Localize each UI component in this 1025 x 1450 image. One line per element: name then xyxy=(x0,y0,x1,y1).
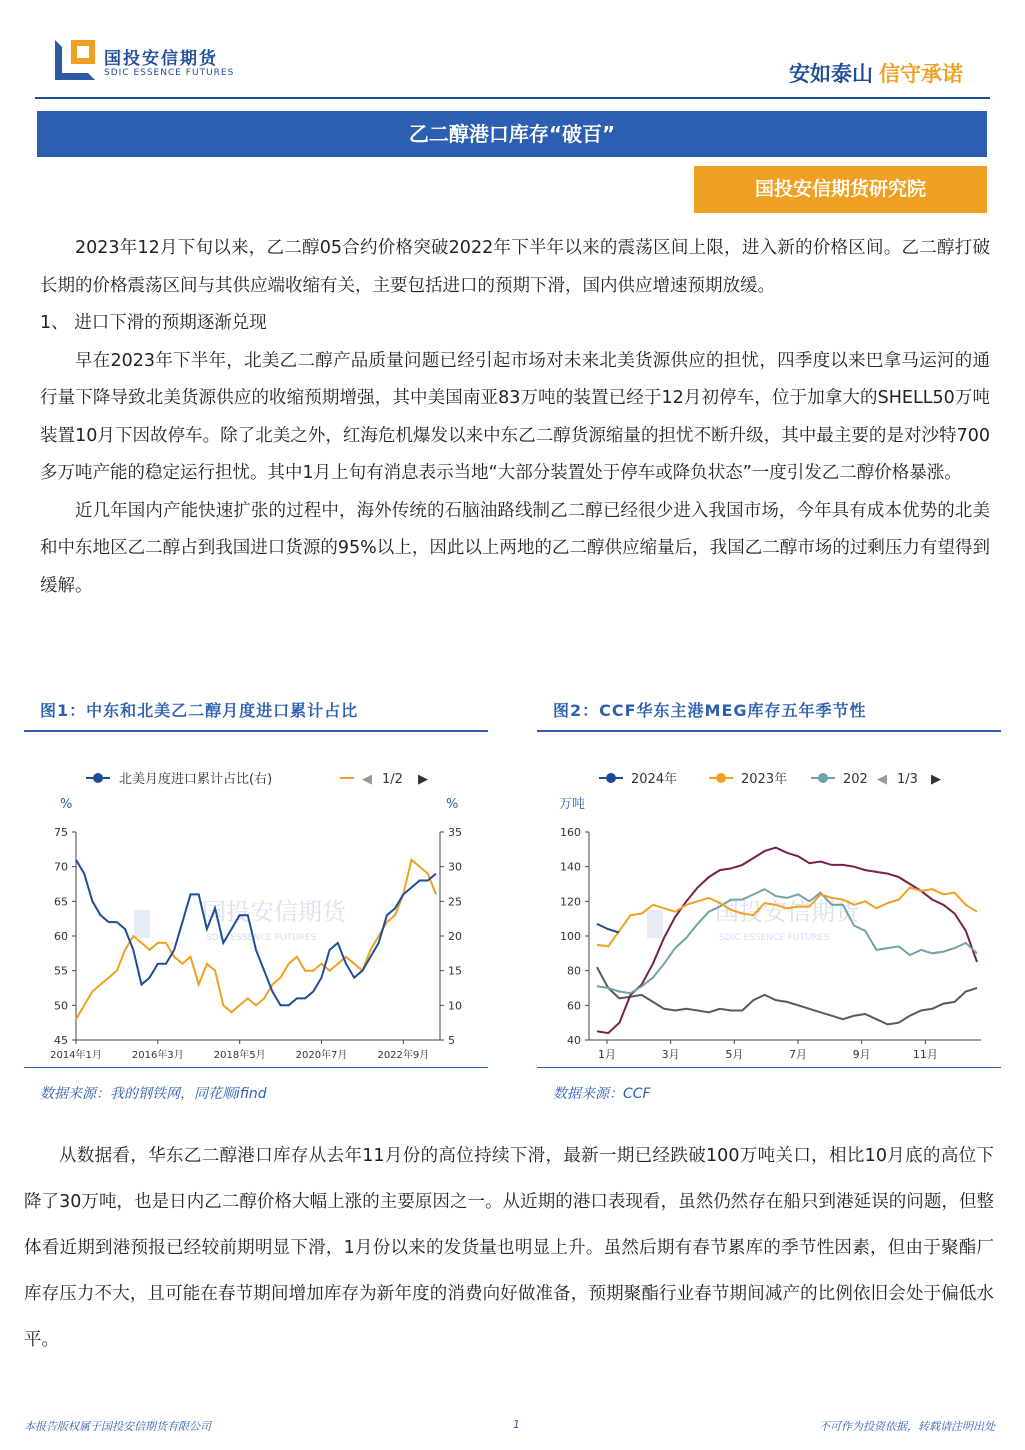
x-tick-label: 3月 xyxy=(661,1048,680,1060)
right-tick-label: 10 xyxy=(448,999,462,1013)
left-tick-label: 70 xyxy=(54,860,68,874)
legend-label-1: 2023年 xyxy=(741,772,788,787)
x-tick-label: 9月 xyxy=(852,1048,871,1060)
legend-marker-0 xyxy=(606,773,616,783)
y-tick-label: 60 xyxy=(567,999,581,1013)
right-tick-label: 5 xyxy=(448,1034,455,1047)
institute-badge: 国投安信期货研究院 xyxy=(694,166,987,213)
watermark-en: SDIC ESSENCE FUTURES xyxy=(719,933,830,943)
watermark-logo xyxy=(647,910,663,938)
figure2-source: 数据来源：CCF xyxy=(553,1086,651,1102)
x-tick-label: 2014年1月 xyxy=(50,1050,102,1060)
right-tick-label: 35 xyxy=(448,826,462,839)
x-tick-label: 2022年9月 xyxy=(377,1050,430,1060)
footer-disclaimer: 不可作为投资依据，转载请注明出处 xyxy=(819,1420,995,1433)
header-divider xyxy=(35,97,990,99)
legend-marker-1 xyxy=(716,773,726,783)
logo-blue-bracket xyxy=(55,40,95,80)
watermark: 国投安信期货 xyxy=(202,898,346,926)
paragraph-capacity: 近几年国内产能快速扩张的过程中，海外传统的石脑油路线制乙二醇已经很少进入我国市场，今年具有成本优势的北美和中东地区乙二醇占到我国进口货源的95%以上，因此以上两地的乙二醇供应缩量后，我国乙二醇市场的过剩压力有望得到缓解。 xyxy=(40,500,990,596)
footer-page-number: 1 xyxy=(513,1418,520,1431)
body-text-bottom xyxy=(24,1133,994,1363)
right-tick-label: 25 xyxy=(448,895,462,909)
paragraph-na-supply: 早在2023年下半年，北美乙二醇产品质量问题已经引起市场对未来北美货源供应的担忧，四季度以来巴拿马运河的通行量下降导致北美货源供应的收缩预期增强，其中美国南亚83万吨的装置已经于12月初停车，位于加拿大的SHELL50万吨装置10月下因故停车。除了北美之外，红海危机爆发以来中东乙二醇货源缩量的担忧不断升级，其中最主要的是对沙特700多万吨产能的稳定运行担忧。其中1月上旬有消息表示当地“大部分装置处于停车或降负状态”一度引发乙二醇价格暴涨。 xyxy=(40,350,990,483)
x-tick-label: 2016年3月 xyxy=(131,1050,184,1060)
x-tick-label: 11月 xyxy=(912,1048,938,1060)
slogan-part2: 信守承诺 xyxy=(879,62,963,86)
x-tick-label: 5月 xyxy=(725,1048,744,1060)
slogan xyxy=(789,58,963,88)
company-en-name: SDIC ESSENCE FUTURES xyxy=(104,68,235,78)
legend1-label: 北美月度进口累计占比(右) xyxy=(119,772,273,787)
right-tick-label: 30 xyxy=(448,860,462,874)
body-text-top xyxy=(40,230,990,605)
slogan-part1: 安如泰山 xyxy=(789,62,873,86)
left-tick-label: 55 xyxy=(54,964,68,978)
legend-next-icon: ▶ xyxy=(931,772,941,787)
left-tick-label: 45 xyxy=(54,1034,68,1047)
legend-label-2: 202 xyxy=(843,772,868,787)
y-tick-label: 120 xyxy=(560,895,581,909)
right-unit: % xyxy=(446,797,459,812)
figure1-title-rule xyxy=(24,730,488,732)
section-heading: 1、 进口下滑的预期逐渐兑现 xyxy=(40,313,267,333)
footer-copyright: 本报告版权属于国投安信期货有限公司 xyxy=(24,1420,211,1433)
left-tick-label: 75 xyxy=(54,826,68,839)
company-logo xyxy=(55,40,95,80)
y-tick-label: 100 xyxy=(560,930,581,943)
figure2-title: 图2：CCF华东主港MEG库存五年季节性 xyxy=(553,701,867,720)
legend-pager: 1/3 xyxy=(897,772,918,787)
x-tick-label: 2020年7月 xyxy=(295,1050,348,1060)
watermark: 国投安信期货 xyxy=(715,898,859,926)
series-2024 xyxy=(597,924,619,933)
right-tick-label: 15 xyxy=(448,964,462,978)
left-tick-label: 65 xyxy=(54,895,68,909)
company-name: 国投安信期货 xyxy=(104,49,218,69)
left-tick-label: 50 xyxy=(54,999,68,1013)
legend-prev-icon: ◀ xyxy=(877,772,887,787)
y-tick-label: 160 xyxy=(560,826,581,839)
figure1-bottom-rule xyxy=(24,1067,488,1068)
legend-label-0: 2024年 xyxy=(631,772,678,787)
x-tick-label: 2018年5月 xyxy=(213,1050,266,1060)
left-unit: % xyxy=(60,797,73,812)
y-unit: 万吨 xyxy=(559,797,586,812)
y-tick-label: 80 xyxy=(567,964,581,978)
figure2-title-rule xyxy=(537,730,1001,732)
figure2-chart xyxy=(537,760,1001,1060)
y-tick-label: 40 xyxy=(567,1034,581,1047)
figure1-source: 数据来源：我的钢铁网，同花顺ifind xyxy=(40,1086,267,1102)
x-tick-label: 7月 xyxy=(789,1048,807,1060)
legend1-marker xyxy=(93,773,103,783)
paragraph-inventory: 从数据看，华东乙二醇港口库存从去年11月份的高位持续下滑，最新一期已经跌破100万吨关口，相比10月底的高位下降了30万吨，也是日内乙二醇价格大幅上涨的主要原因之一。从近期的港口表现看，虽然仍然存在船只到港延误的问题，但整体看近期到港预报已经较前期明显下滑，1月份以来的发货量也明显上升。虽然后期有春节累库的季节性因素，但由于聚酯厂库存压力不大，且可能在春节期间增加库存为新年度的消费向好做准备，预期聚酯行业春节期间减产的比例依旧会处于偏低水平。 xyxy=(24,1146,994,1350)
legend-pager: 1/2 xyxy=(382,772,403,787)
report-title: 乙二醇港口库存“破百” xyxy=(37,111,987,157)
x-tick-label: 1月 xyxy=(598,1048,616,1060)
legend-prev-icon: ◀ xyxy=(362,772,372,787)
paragraph-intro: 2023年12月下旬以来，乙二醇05合约价格突破2022年下半年以来的震荡区间上限，进入新的价格区间。乙二醇打破长期的价格震荡区间与其供应端收缩有关，主要包括进口的预期下滑，国内供应增速预期放缓。 xyxy=(40,238,990,296)
watermark-logo xyxy=(134,910,150,938)
figure2-bottom-rule xyxy=(537,1067,1001,1068)
left-tick-label: 60 xyxy=(54,930,68,943)
legend-next-icon: ▶ xyxy=(418,772,428,787)
watermark-en: SDIC ESSENCE FUTURES xyxy=(206,933,317,943)
legend-marker-2 xyxy=(818,773,828,783)
right-tick-label: 20 xyxy=(448,930,462,943)
y-tick-label: 140 xyxy=(560,860,581,874)
figure1-title: 图1：中东和北美乙二醇月度进口累计占比 xyxy=(40,701,359,720)
page-header xyxy=(0,0,1025,100)
figure1-chart xyxy=(24,760,488,1060)
